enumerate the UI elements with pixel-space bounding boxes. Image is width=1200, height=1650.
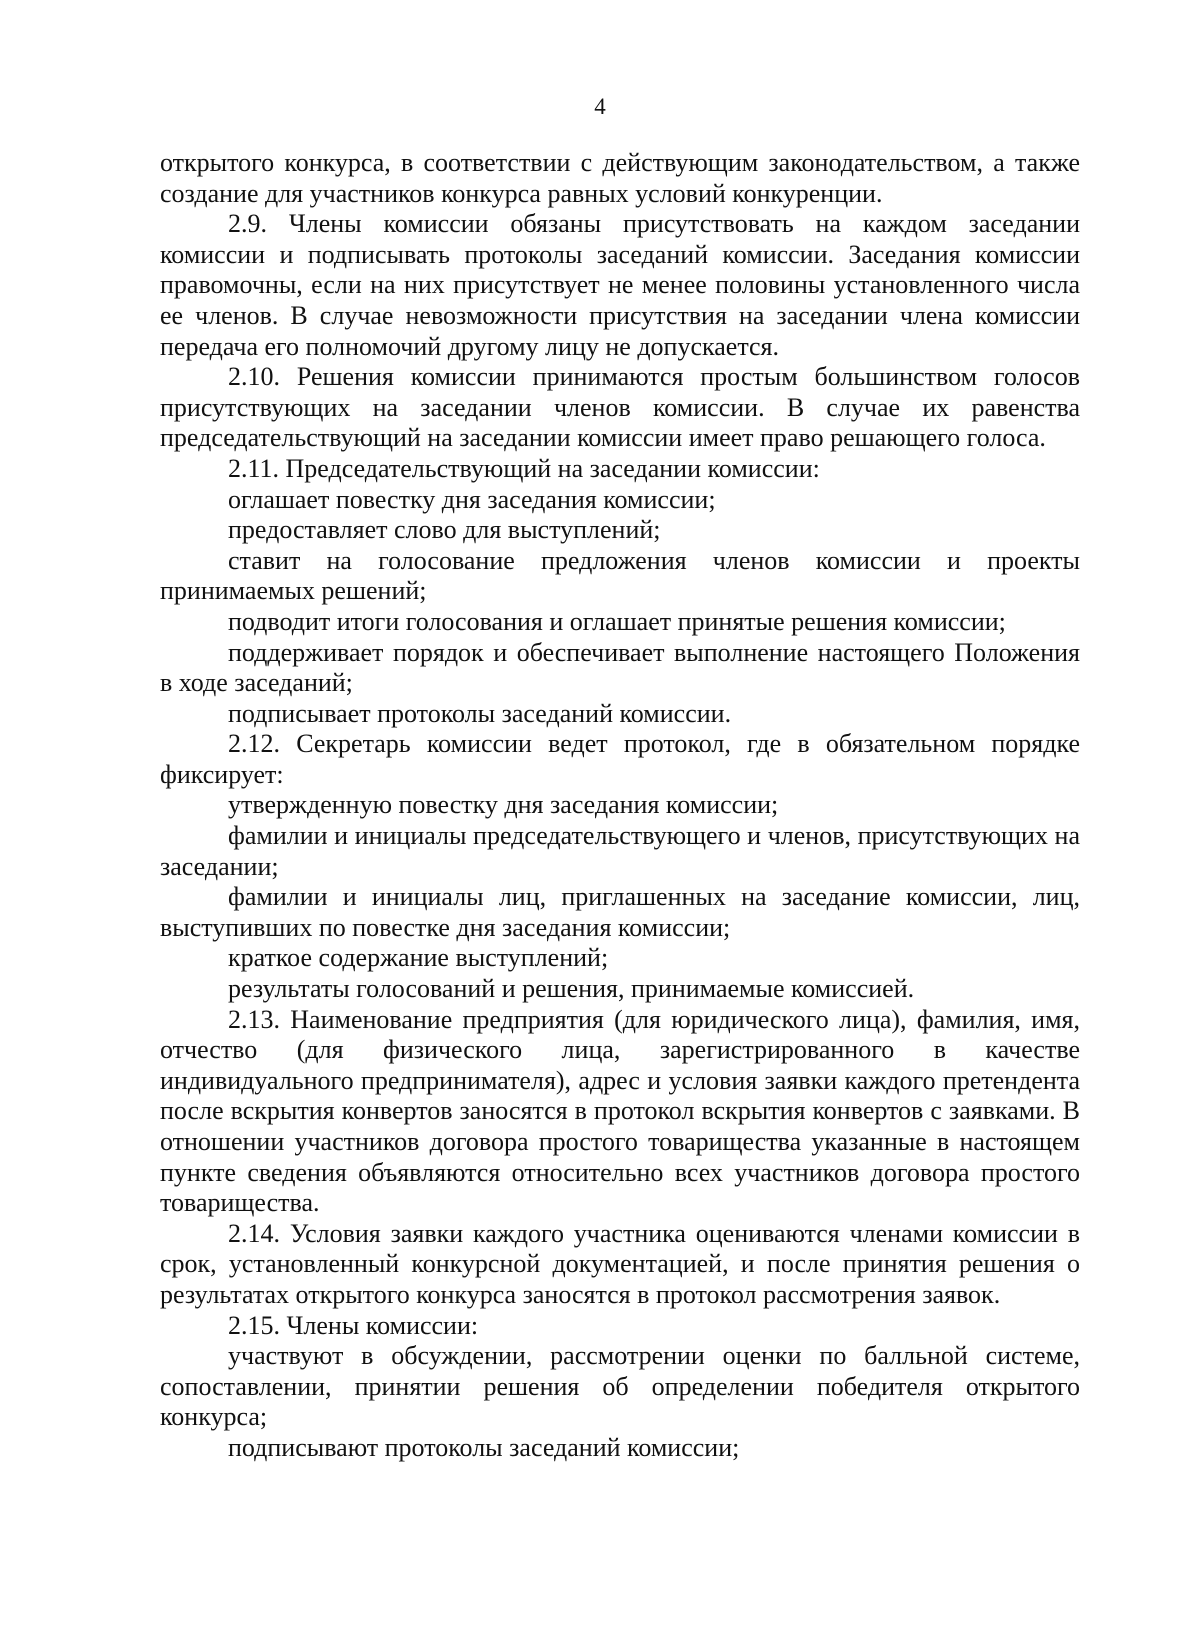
list-item: подписывает протоколы заседаний комиссии. — [228, 698, 732, 728]
paragraph-2-14: 2.14. Условия заявки каждого участника оцениваются членами комиссии в срок, установленный конкурсной документацией, и после принятия решения о результатах открытого конкурса заносятся в протокол рассмотрения заявок. — [160, 1218, 1080, 1309]
paragraph-2-10: 2.10. Решения комиссии принимаются простым большинством голосов присутствующих на заседании членов комиссии. В случае их равенства председательствующий на заседании комиссии имеет право решающего голоса. — [160, 362, 1080, 453]
paragraph-2-12: 2.12. Секретарь комиссии ведет протокол, где в обязательном порядке фиксирует: — [160, 729, 1080, 789]
list-item: фамилии и инициалы председательствующего и членов, присутствующих на заседании; — [160, 821, 1080, 881]
list-item: краткое содержание выступлений; — [228, 943, 609, 973]
list-item: подводит итоги голосования и оглашает принятые решения комиссии; — [228, 606, 1006, 636]
list-item: ставит на голосование предложения членов комиссии и проекты принимаемых решений; — [160, 545, 1080, 606]
paragraph-2-11: 2.11. Председательствующий на заседании комиссии: — [228, 453, 820, 483]
list-item: фамилии и инициалы лиц, приглашенных на заседание комиссии, лиц, выступивших по повестке дня заседания комиссии; — [160, 882, 1080, 942]
paragraph-2-9: 2.9. Члены комиссии обязаны присутствовать на каждом заседании комиссии и подписывать протоколы заседаний комиссии. Заседания комиссии правомочны, если на них присутствует не менее половины установленного числа ее членов. В случае невозможности присутствия на заседании члена комиссии передача его полномочий другому лицу не допускается. — [160, 209, 1080, 361]
list-item: оглашает повестку дня заседания комиссии; — [228, 484, 716, 514]
paragraph-2-13: 2.13. Наименование предприятия (для юридического лица), фамилия, имя, отчество (для физического лица, зарегистрированного в качестве индивидуального предпринимателя), адрес и условия заявки каждого претендента после вскрытия конвертов заносятся в протокол вскрытия конвертов с заявками. В отношении участников договора простого товарищества указанные в настоящем пункте сведения объявляются относительно всех участников договора простого товарищества. — [160, 1004, 1080, 1218]
list-item: участвуют в обсуждении, рассмотрении оценки по балльной системе, сопоставлении, принятии решения об определении победителя открытого конкурса; — [160, 1341, 1080, 1432]
list-item: утвержденную повестку дня заседания комиссии; — [228, 790, 779, 820]
list-item: подписывают протоколы заседаний комиссии; — [228, 1432, 740, 1462]
list-item: поддерживает порядок и обеспечивает выполнение настоящего Положения в ходе заседаний; — [160, 637, 1080, 698]
list-item: результаты голосований и решения, принимаемые комиссией. — [228, 974, 915, 1004]
paragraph-2-15: 2.15. Члены комиссии: — [228, 1310, 479, 1340]
list-item: предоставляет слово для выступлений; — [228, 515, 661, 545]
document-body — [160, 148, 1080, 1464]
paragraph-continuation: открытого конкурса, в соответствии с действующим законодательством, а также создание для участников конкурса равных условий конкуренции. — [160, 148, 1080, 208]
page-number: 4 — [594, 94, 606, 119]
